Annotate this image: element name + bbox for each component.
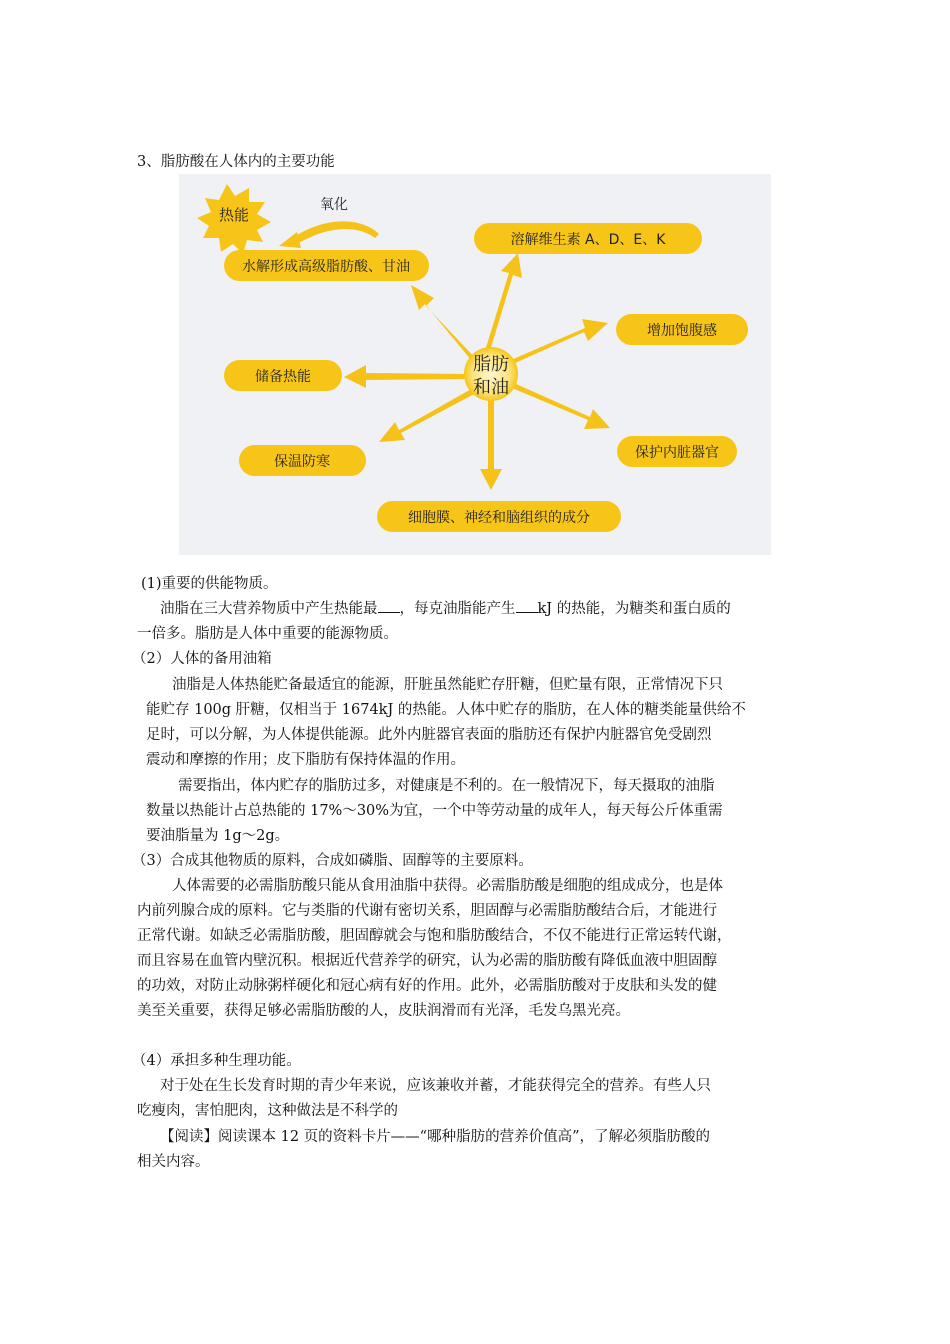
p3-line-2: 内前列腺合成的原料。它与类脂的代谢有密切关系，胆固醇与必需脂肪酸结合后，才能进行 [137, 903, 717, 919]
node-hydrolysis [224, 250, 429, 281]
p3-line-3: 正常代谢。如缺乏必需脂肪酸，胆固醇就会与饱和脂肪酸结合，不仅不能进行正常运转代谢， [137, 928, 732, 944]
diagram-svg [179, 174, 771, 555]
node-vitamins [474, 223, 702, 254]
node-storage-label: 储备热能 [255, 369, 311, 385]
blank-1[interactable] [378, 598, 400, 613]
fat-functions-diagram [179, 174, 771, 555]
p3-line-5: 的功效，对防止动脉粥样硬化和冠心病有好的作用。此外，必需脂肪酸对于皮肤和头发的健 [137, 978, 717, 994]
node-cells-label: 细胞膜、神经和脑组织的成分 [408, 510, 590, 526]
center-label-line2: 和油 [473, 377, 509, 398]
node-protect [617, 436, 737, 467]
node-storage [224, 360, 342, 391]
p2-line-1: 油脂是人体热能贮备最适宜的能源，肝脏虽然能贮存肝糖，但贮量有限，正常情况下只 [172, 677, 723, 693]
p3-heading: （3）合成其他物质的原料，合成如磷脂、固醇等的主要原料。 [132, 853, 533, 869]
node-satiety-label: 增加饱腹感 [647, 323, 717, 339]
p2-line-7: 要油脂量为 1g～2g。 [146, 828, 290, 844]
p1-line2: 一倍多。脂肪是人体中重要的能源物质。 [137, 626, 398, 642]
p2-line-3: 足时，可以分解，为人体提供能源。此外内脏器官表面的脂肪还有保护内脏器官免受剧烈 [146, 727, 712, 743]
p1-line1-a: 油脂在三大营养物质中产生热能最 [160, 601, 378, 617]
heat-label: 热能 [218, 206, 250, 224]
node-vitamins-label: 溶解维生素 A、D、E、K [510, 232, 666, 248]
p2-line-6: 数量以热能计占总热能的 17%～30%为宜，一个中等劳动量的成年人，每天每公斤体重需 [146, 803, 723, 819]
node-hydrolysis-label: 水解形成高级脂肪酸、甘油 [242, 259, 410, 275]
p1-heading: (1)重要的供能物质。 [141, 576, 278, 592]
p4-line-1: 对于处在生长发育时期的青少年来说，应该兼收并蓄，才能获得完全的营养。有些人只 [160, 1078, 711, 1094]
section-title: 3、脂肪酸在人体内的主要功能 [137, 154, 335, 170]
reading-line-1: 【阅读】阅读课本 12 页的资料卡片——“哪种脂肪的营养价值高”，了解必须脂肪酸的 [160, 1129, 710, 1145]
p1-line1-c: kJ 的热能，为糖类和蛋白质的 [537, 601, 731, 617]
node-satiety [616, 314, 748, 345]
blank-2[interactable] [516, 598, 538, 613]
p2-line-2: 能贮存 100g 肝糖，仅相当于 1674kJ 的热能。人体中贮存的脂肪，在人体的糖类能量供给不 [146, 702, 746, 718]
node-warmth [239, 445, 366, 476]
p4-line-2: 吃瘦肉，害怕肥肉，这种做法是不科学的 [137, 1103, 398, 1119]
p2-line-5: 需要指出，体内贮存的脂肪过多，对健康是不利的。在一般情况下，每天摄取的油脂 [178, 778, 715, 794]
p2-heading: （2）人体的备用油箱 [132, 651, 272, 667]
p3-line-4: 而且容易在血管内壁沉积。根据近代营养学的研究，认为必需的脂肪酸有降低血液中胆固醇 [137, 953, 717, 969]
p2-line-4: 震动和摩擦的作用；皮下脂肪有保持体温的作用。 [146, 752, 465, 768]
oxidation-label: 氧化 [320, 197, 348, 213]
node-protect-label: 保护内脏器官 [635, 445, 719, 461]
node-cells [377, 501, 621, 532]
p3-line-1: 人体需要的必需脂肪酸只能从食用油脂中获得。必需脂肪酸是细胞的组成成分，也是体 [172, 878, 723, 894]
p4-heading: （4）承担多种生理功能。 [132, 1053, 301, 1069]
p1-line1 [160, 597, 731, 621]
p1-line1-b: ，每克油脂能产生 [399, 601, 516, 617]
p3-line-6: 美至关重要，获得足够必需脂肪酸的人，皮肤润滑而有光泽，毛发乌黑光亮。 [137, 1003, 630, 1019]
node-warmth-label: 保温防寒 [274, 454, 330, 470]
reading-line-2: 相关内容。 [137, 1154, 210, 1170]
center-label-line1: 脂肪 [473, 354, 509, 375]
